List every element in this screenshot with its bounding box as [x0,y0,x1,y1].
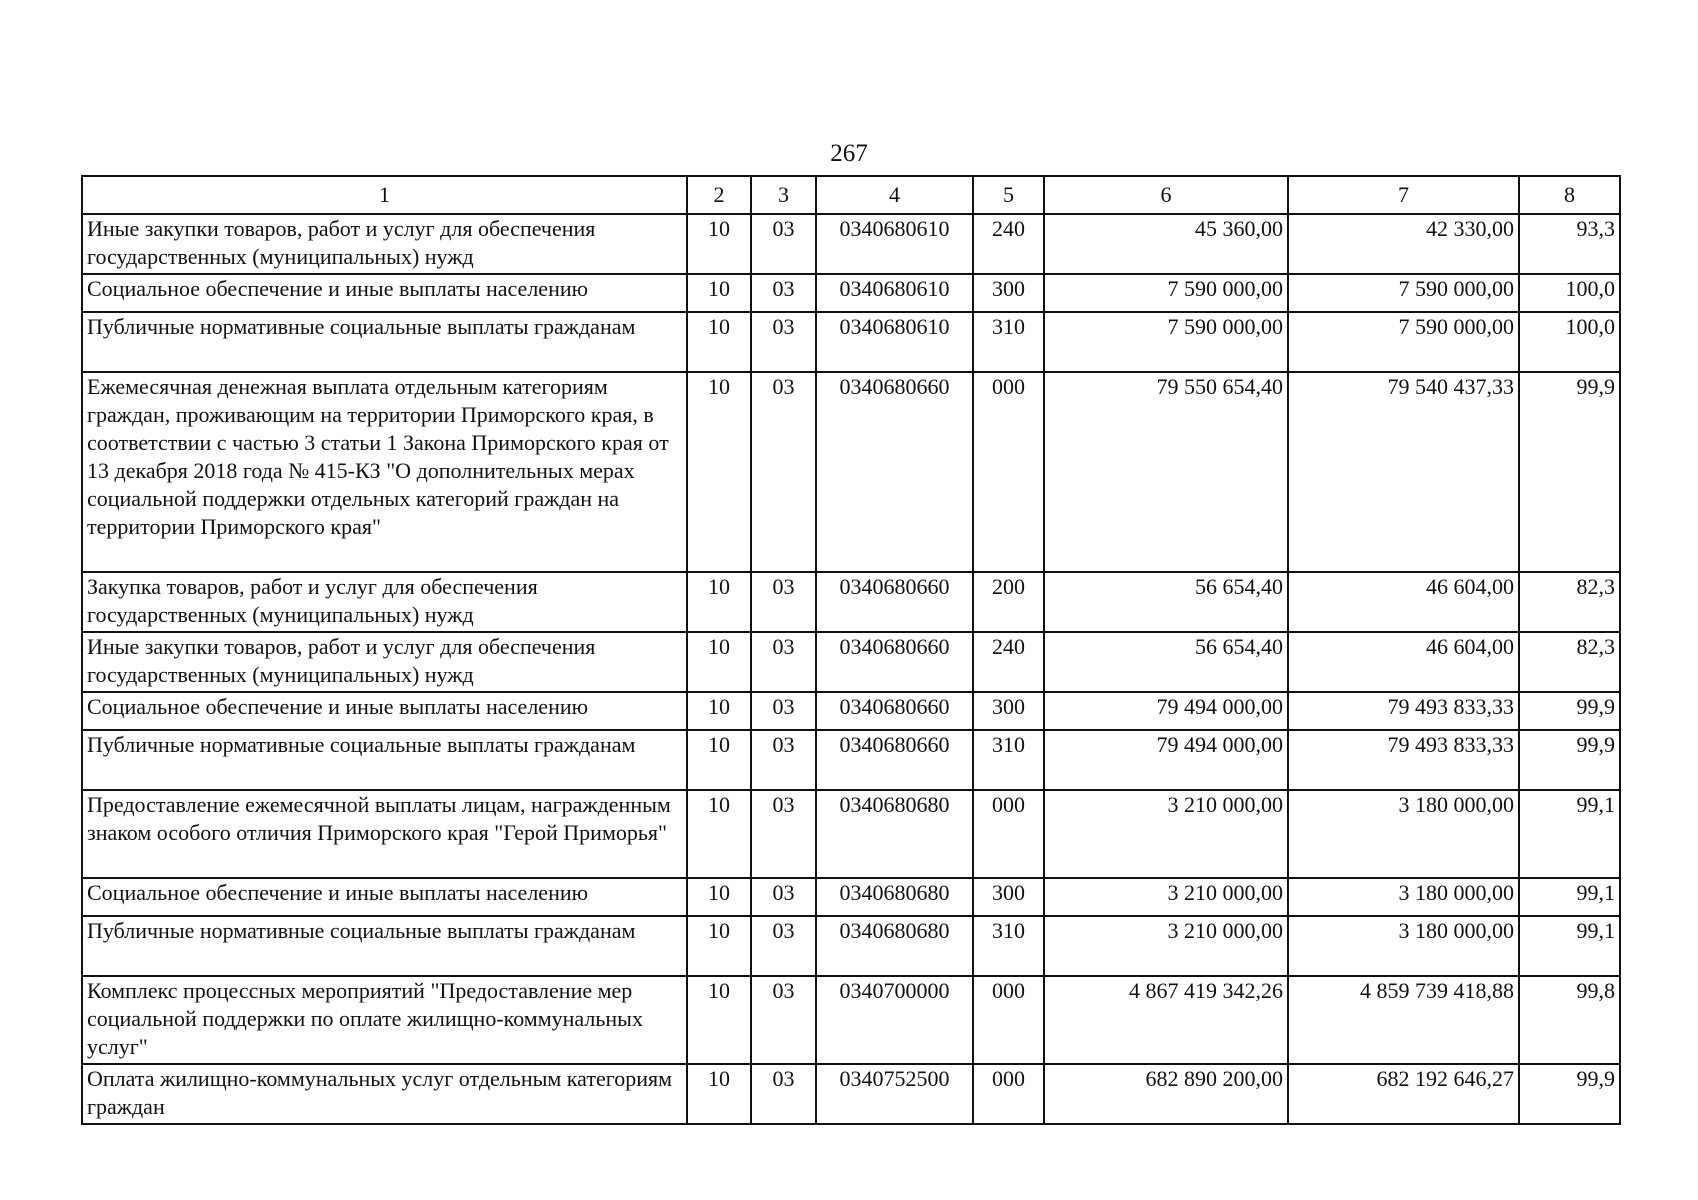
row-section: 10 [687,632,751,692]
row-percent: 99,1 [1519,878,1620,916]
row-expense-type: 000 [973,976,1044,1064]
row-subsection: 03 [751,214,816,274]
row-target-code: 0340680610 [816,312,973,372]
row-name: Социальное обеспечение и иные выплаты населению [82,878,687,916]
row-expense-type: 310 [973,312,1044,372]
row-planned-amount: 4 867 419 342,26 [1044,976,1288,1064]
row-target-code: 0340680680 [816,916,973,976]
row-planned-amount: 56 654,40 [1044,572,1288,632]
row-subsection: 03 [751,274,816,312]
row-expense-type: 200 [973,572,1044,632]
row-executed-amount: 46 604,00 [1288,632,1519,692]
row-percent: 99,1 [1519,790,1620,878]
row-subsection: 03 [751,1064,816,1124]
row-planned-amount: 3 210 000,00 [1044,878,1288,916]
row-planned-amount: 7 590 000,00 [1044,312,1288,372]
row-planned-amount: 79 494 000,00 [1044,730,1288,790]
row-executed-amount: 682 192 646,27 [1288,1064,1519,1124]
row-planned-amount: 56 654,40 [1044,632,1288,692]
column-header: 3 [751,176,816,214]
row-executed-amount: 3 180 000,00 [1288,916,1519,976]
row-subsection: 03 [751,730,816,790]
row-name: Публичные нормативные социальные выплаты гражданам [82,730,687,790]
row-percent: 93,3 [1519,214,1620,274]
row-expense-type: 300 [973,274,1044,312]
row-section: 10 [687,214,751,274]
row-name: Предоставление ежемесячной выплаты лицам, награжденным знаком особого отличия Приморского края "Герой Приморья" [82,790,687,878]
row-target-code: 0340680610 [816,274,973,312]
row-executed-amount: 79 540 437,33 [1288,372,1519,572]
row-subsection: 03 [751,976,816,1064]
row-name: Оплата жилищно-коммунальных услуг отдельным категориям граждан [82,1064,687,1124]
row-section: 10 [687,372,751,572]
table-row [82,312,1620,372]
table-row [82,878,1620,916]
row-executed-amount: 7 590 000,00 [1288,274,1519,312]
row-section: 10 [687,692,751,730]
row-subsection: 03 [751,572,816,632]
row-target-code: 0340680660 [816,692,973,730]
budget-table [81,175,1621,1125]
row-planned-amount: 682 890 200,00 [1044,1064,1288,1124]
row-expense-type: 310 [973,916,1044,976]
row-executed-amount: 79 493 833,33 [1288,730,1519,790]
row-name: Публичные нормативные социальные выплаты гражданам [82,916,687,976]
row-section: 10 [687,976,751,1064]
row-target-code: 0340680660 [816,730,973,790]
row-subsection: 03 [751,790,816,878]
column-header: 1 [82,176,687,214]
row-subsection: 03 [751,632,816,692]
row-section: 10 [687,312,751,372]
column-header: 6 [1044,176,1288,214]
row-executed-amount: 42 330,00 [1288,214,1519,274]
row-subsection: 03 [751,878,816,916]
row-target-code: 0340752500 [816,1064,973,1124]
row-subsection: 03 [751,312,816,372]
row-expense-type: 300 [973,692,1044,730]
row-section: 10 [687,790,751,878]
row-executed-amount: 46 604,00 [1288,572,1519,632]
row-section: 10 [687,916,751,976]
row-planned-amount: 79 550 654,40 [1044,372,1288,572]
row-percent: 100,0 [1519,312,1620,372]
row-percent: 82,3 [1519,572,1620,632]
table-row [82,1064,1620,1124]
row-expense-type: 300 [973,878,1044,916]
row-target-code: 0340680610 [816,214,973,274]
row-percent: 99,8 [1519,976,1620,1064]
table-row [82,572,1620,632]
row-section: 10 [687,274,751,312]
row-percent: 99,9 [1519,692,1620,730]
row-executed-amount: 3 180 000,00 [1288,790,1519,878]
row-percent: 99,9 [1519,730,1620,790]
row-planned-amount: 3 210 000,00 [1044,916,1288,976]
row-section: 10 [687,730,751,790]
table-row [82,372,1620,572]
table-row [82,730,1620,790]
row-planned-amount: 45 360,00 [1044,214,1288,274]
row-name: Комплекс процессных мероприятий "Предоставление мер социальной поддержки по оплате жилищно-коммунальных услуг" [82,976,687,1064]
row-section: 10 [687,878,751,916]
row-section: 10 [687,572,751,632]
row-executed-amount: 79 493 833,33 [1288,692,1519,730]
row-target-code: 0340680660 [816,572,973,632]
row-planned-amount: 3 210 000,00 [1044,790,1288,878]
row-expense-type: 000 [973,790,1044,878]
row-expense-type: 240 [973,214,1044,274]
row-name: Ежемесячная денежная выплата отдельным категориям граждан, проживающим на территории Приморского края, в соответствии с частью 3 статьи 1 Закона Приморского края от 13 декабря 2018 года № 415-КЗ "О дополнительных мерах социальной поддержки отдельных категорий граждан на территории Приморского края" [82,372,687,572]
row-target-code: 0340680660 [816,372,973,572]
table-row [82,692,1620,730]
row-section: 10 [687,1064,751,1124]
column-header: 2 [687,176,751,214]
row-expense-type: 000 [973,1064,1044,1124]
row-expense-type: 310 [973,730,1044,790]
table-header-row [82,176,1620,214]
row-percent: 99,9 [1519,1064,1620,1124]
row-expense-type: 000 [973,372,1044,572]
row-name: Иные закупки товаров, работ и услуг для обеспечения государственных (муниципальных) нужд [82,632,687,692]
row-percent: 99,9 [1519,372,1620,572]
row-target-code: 0340680680 [816,878,973,916]
table-row [82,632,1620,692]
row-target-code: 0340680680 [816,790,973,878]
row-name: Закупка товаров, работ и услуг для обеспечения государственных (муниципальных) нужд [82,572,687,632]
row-target-code: 0340700000 [816,976,973,1064]
row-name: Иные закупки товаров, работ и услуг для обеспечения государственных (муниципальных) нужд [82,214,687,274]
column-header: 4 [816,176,973,214]
row-subsection: 03 [751,372,816,572]
row-name: Социальное обеспечение и иные выплаты населению [82,274,687,312]
row-percent: 99,1 [1519,916,1620,976]
row-name: Социальное обеспечение и иные выплаты населению [82,692,687,730]
table-row [82,916,1620,976]
table-row [82,274,1620,312]
row-executed-amount: 7 590 000,00 [1288,312,1519,372]
row-percent: 100,0 [1519,274,1620,312]
row-target-code: 0340680660 [816,632,973,692]
column-header: 5 [973,176,1044,214]
row-executed-amount: 3 180 000,00 [1288,878,1519,916]
row-planned-amount: 79 494 000,00 [1044,692,1288,730]
row-expense-type: 240 [973,632,1044,692]
row-subsection: 03 [751,916,816,976]
row-percent: 82,3 [1519,632,1620,692]
table-row [82,976,1620,1064]
row-executed-amount: 4 859 739 418,88 [1288,976,1519,1064]
row-planned-amount: 7 590 000,00 [1044,274,1288,312]
table-row [82,214,1620,274]
column-header: 8 [1519,176,1620,214]
column-header: 7 [1288,176,1519,214]
table-row [82,790,1620,878]
row-subsection: 03 [751,692,816,730]
row-name: Публичные нормативные социальные выплаты гражданам [82,312,687,372]
page-number: 267 [830,140,868,167]
